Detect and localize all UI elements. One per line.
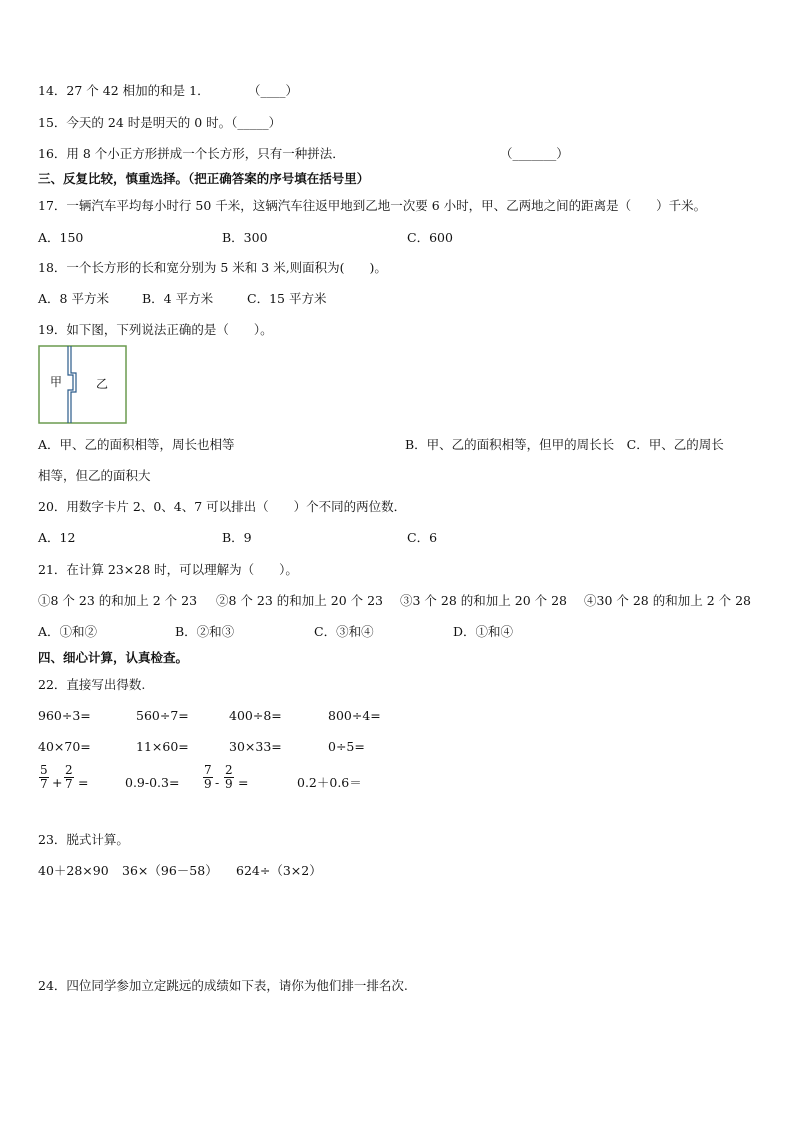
q19-option-c-continued: 相等，但乙的面积大 <box>38 468 151 483</box>
q21-option-a[interactable]: A．①和② <box>38 624 98 639</box>
q18-option-c[interactable]: C．15 平方米 <box>247 291 327 306</box>
q22-equals-2: = <box>238 775 249 790</box>
q22-r2-c4: 0÷5= <box>328 739 365 754</box>
q23-item-1: 40＋28×90 <box>38 863 109 878</box>
answer-blank-16[interactable]: （_______） <box>500 146 569 161</box>
q22-fraction-7-9: $\frac{7}{9}$ <box>204 763 212 791</box>
section-4-heading: 四、细心计算，认真检查。 <box>38 650 189 665</box>
question-21: 21．在计算 23×28 时，可以理解为（ ）。 <box>38 562 298 577</box>
question-17: 17．一辆汽车平均每小时行 50 千米，这辆汽车往返甲地到乙地一次要 6 小时，甲、乙两地之间的距离是（ ）千米。 <box>38 198 707 213</box>
q20-option-b[interactable]: B．9 <box>222 530 252 545</box>
q22-r3-c4: 0.2＋0.6＝ <box>297 775 362 790</box>
question-22: 22．直接写出得数. <box>38 677 146 692</box>
q22-r2-c2: 11×60= <box>136 739 189 754</box>
figure-label-yi: 乙 <box>96 377 109 391</box>
question-19: 19．如下图，下列说法正确的是（ ）。 <box>38 322 273 337</box>
answer-blank-14[interactable]: （____） <box>248 83 299 98</box>
q22-r2-c1: 40×70= <box>38 739 91 754</box>
q21-option-d[interactable]: D．①和④ <box>453 624 514 639</box>
question-23: 23．脱式计算。 <box>38 832 129 847</box>
q21-statement-4: ④30 个 28 的和加上 2 个 28 <box>584 593 752 608</box>
question-16: 16．用 8 个小正方形拼成一个长方形，只有一种拼法． <box>38 146 345 161</box>
q22-r1-c3: 400÷8= <box>229 708 282 723</box>
q21-statement-1: ①8 个 23 的和加上 2 个 23 <box>38 593 198 608</box>
q18-option-a[interactable]: A．8 平方米 <box>38 291 109 306</box>
q19-option-a[interactable]: A．甲、乙的面积相等，周长也相等 <box>38 437 235 452</box>
q19-option-b-c[interactable]: B．甲、乙的面积相等，但甲的周长长 C．甲、乙的周长 <box>405 437 724 452</box>
q21-statement-2: ②8 个 23 的和加上 20 个 23 <box>216 593 384 608</box>
q22-minus-sign: - <box>215 775 220 790</box>
q22-fraction-2-9: $\frac{2}{9}$ <box>225 763 233 791</box>
q19-figure <box>38 345 128 425</box>
q17-option-a[interactable]: A．150 <box>38 230 84 245</box>
q20-option-a[interactable]: A．12 <box>38 530 76 545</box>
q22-r2-c3: 30×33= <box>229 739 282 754</box>
q23-item-3: 624÷（3×2） <box>236 863 322 878</box>
q22-r1-c2: 560÷7= <box>136 708 189 723</box>
q22-plus-sign: + <box>52 775 63 790</box>
question-18: 18．一个长方形的长和宽分别为 5 米和 3 米,则面积为( )。 <box>38 260 387 275</box>
q22-fraction-5-7: $\frac{5}{7}$ <box>40 763 48 791</box>
q17-option-b[interactable]: B．300 <box>222 230 268 245</box>
question-14: 14．27 个 42 相加的和是 1． <box>38 83 210 98</box>
q22-equals-1: = <box>78 775 89 790</box>
question-24: 24．四位同学参加立定跳远的成绩如下表，请你为他们排一排名次. <box>38 978 408 993</box>
q20-option-c[interactable]: C．6 <box>407 530 438 545</box>
q21-statement-3: ③3 个 28 的和加上 20 个 28 <box>400 593 568 608</box>
q22-r3-c2: 0.9-0.3= <box>125 775 180 790</box>
q21-option-c[interactable]: C．③和④ <box>314 624 374 639</box>
q22-r1-c4: 800÷4= <box>328 708 381 723</box>
question-15: 15．今天的 24 时是明天的 0 时。（_____） <box>38 115 282 130</box>
figure-label-jia: 甲 <box>50 375 63 389</box>
question-20: 20．用数字卡片 2、0、4、7 可以排出（ ）个不同的两位数． <box>38 499 407 514</box>
q18-option-b[interactable]: B．4 平方米 <box>142 291 214 306</box>
q22-r1-c1: 960÷3= <box>38 708 91 723</box>
q17-option-c[interactable]: C．600 <box>407 230 453 245</box>
section-3-heading: 三、反复比较，慎重选择。（把正确答案的序号填在括号里） <box>38 171 370 186</box>
q22-fraction-2-7: $\frac{2}{7}$ <box>65 763 73 791</box>
q21-option-b[interactable]: B．②和③ <box>175 624 235 639</box>
q23-item-2: 36×（96－58） <box>122 863 218 878</box>
